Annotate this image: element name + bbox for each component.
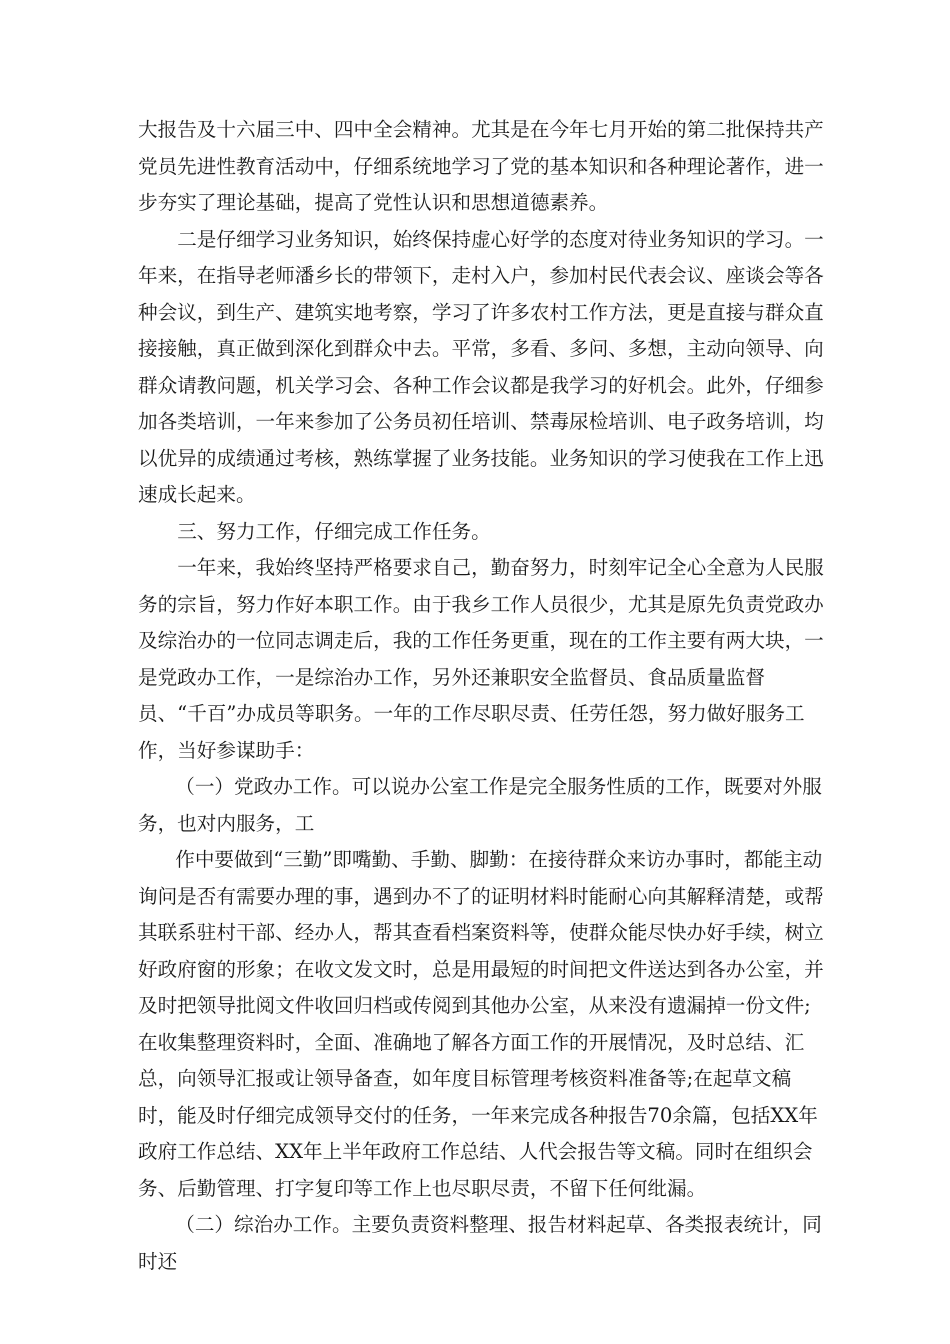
subsection-1-party-office: （一）党政办工作。可以说办公室工作是完全服务性质的工作，既要对外服务，也对内服务，工 xyxy=(138,775,822,835)
paragraph-6: 作中要做到“三勤”即嘴勤、手勤、脚勤：在接待群众来访办事时，都能主动询问是否有需要办理的事，遇到办不了的证明材料时能耐心向其解释清楚，或帮其联系驻村干部、经办人，帮其查看档案资料等，使群众能尽快办好手续，树立好政府窗的形象；在收文发文时，总是用最短的时间把文件送达到各办公室，并及时把领导批阅文件收回归档或传阅到其他办公室，从来没有遗漏掉一份文件;在收集整理资料时，全面、准确地了解各方面工作的开展情况，及时总结、汇总，向领导汇报或让领导备查，如年度目标管理考核资料准备等;在起草文稿时，能及时仔细完成领导交付的任务，一年来完成各种报告70余篇，包括XX年政府工作总结、XX年上半年政府工作总结、人代会报告等文稿。同时在组织会务、后勤管理、打字复印等工作上也尽职尽责，不留下任何纰漏。 xyxy=(138,848,824,1200)
subsection-2-comprehensive-office: （二）综治办工作。主要负责资料整理、报告材料起草、各类报表统计，同时还 xyxy=(138,1213,822,1273)
section-heading-3: 三、努力工作，仔细完成工作任务。 xyxy=(177,519,491,543)
paragraph-2: 二是仔细学习业务知识，始终保持虚心好学的态度对待业务知识的学习。一年来，在指导老师潘乡长的带领下，走村入户，参加村民代表会议、座谈会等各种会议，到生产、建筑实地考察，学习了许多农村工作方法，更是直接与群众直接接触，真正做到深化到群众中去。平常，多看、多问、多想，主动向领导、向群众请教问题，机关学习会、各种工作会议都是我学习的好机会。此外，仔细参加各类培训，一年来参加了公务员初任培训、禁毒尿检培训、电子政务培训，均以优异的成绩通过考核，熟练掌握了业务技能。业务知识的学习使我在工作上迅速成长起来。 xyxy=(138,227,824,506)
document-body xyxy=(138,112,824,1280)
paragraph-4: 一年来，我始终坚持严格要求自己，勤奋努力，时刻牢记全心全意为人民服务的宗旨，努力作好本职工作。由于我乡工作人员很少，尤其是原先负责党政办及综治办的一位同志调走后，我的工作任务更重，现在的工作主要有两大块，一是党政办工作，一是综治办工作，另外还兼职安全监督员、食品质量监督员、“千百”办成员等职务。一年的工作尽职尽责、任劳任怨，努力做好服务工作，当好参谋助手： xyxy=(138,556,824,762)
paragraph-1: 大报告及十六届三中、四中全会精神。尤其是在今年七月开始的第二批保持共产党员先进性教育活动中，仔细系统地学习了党的基本知识和各种理论著作，进一步夯实了理论基础，提高了党性认识和思想道德素养。 xyxy=(138,118,824,214)
